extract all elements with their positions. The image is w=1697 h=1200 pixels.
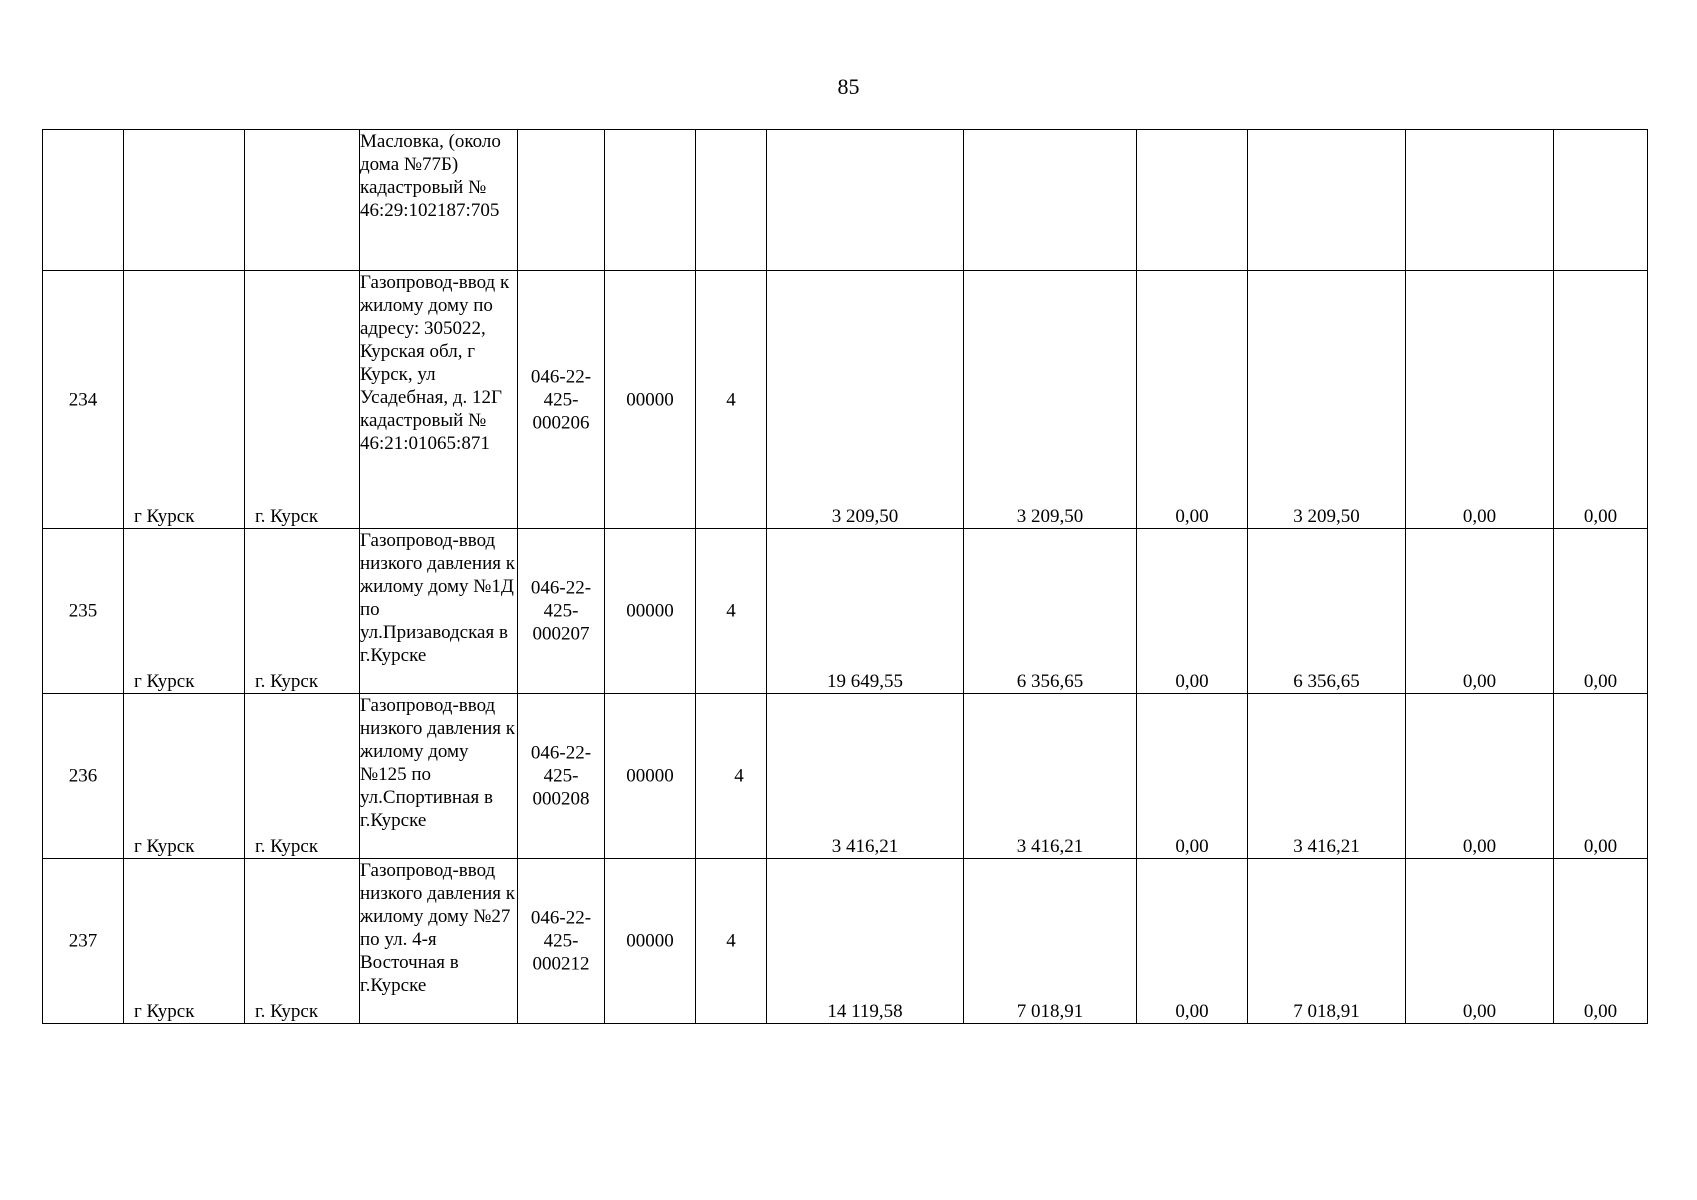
cell-value-2: 6 356,65 [964,529,1137,694]
cell-value-3: 0,00 [1137,694,1248,859]
cell-description: Газопровод-ввод низкого давления к жилому дому №27 по ул. 4-я Восточная в г.Курске [360,859,518,1024]
cell-description: Масловка, (около дома №77Б) кадастровый № 46:29:102187:705 [360,130,518,271]
cell-value-1: 19 649,55 [767,529,964,694]
cell-value-4 [1248,130,1406,271]
cell-group: 4 [696,694,767,859]
cell-value-1 [767,130,964,271]
cell-code: 00000 [605,694,696,859]
cell-value-5: 0,00 [1406,529,1554,694]
cell-value-2: 3 416,21 [964,694,1137,859]
cell-location [245,130,360,271]
cell-inventory-no: 046-22- 425- 000208 [518,694,605,859]
cell-value-2: 7 018,91 [964,859,1137,1024]
cell-inventory-no: 046-22- 425- 000212 [518,859,605,1024]
cell-description: Газопровод-ввод низкого давления к жилому дому №125 по ул.Спортивная в г.Курске [360,694,518,859]
cell-value-3 [1137,130,1248,271]
cell-value-1: 3 209,50 [767,271,964,529]
cell-value-1: 3 416,21 [767,694,964,859]
cell-location: г. Курск [245,859,360,1024]
asset-registry-table [42,129,1648,1024]
cell-value-4: 6 356,65 [1248,529,1406,694]
cell-value-5: 0,00 [1406,694,1554,859]
cell-code: 00000 [605,529,696,694]
cell-location: г. Курск [245,694,360,859]
cell-num: 236 [43,694,124,859]
cell-inventory-no: 046-22- 425- 000206 [518,271,605,529]
cell-value-5: 0,00 [1406,271,1554,529]
cell-value-6 [1554,130,1648,271]
cell-num: 235 [43,529,124,694]
cell-value-6: 0,00 [1554,859,1648,1024]
cell-value-6: 0,00 [1554,694,1648,859]
page-number: 85 [837,74,860,99]
cell-code: 00000 [605,271,696,529]
cell-description: Газопровод-ввод к жилому дому по адресу: 305022, Курская обл, г Курск, ул Усадебная, д. 12Г кадастровый № 46:21:01065:871 [360,271,518,529]
cell-num [43,130,124,271]
table-row [43,859,1648,1024]
cell-description: Газопровод-ввод низкого давления к жилому дому №1Д по ул.Призаводская в г.Курске [360,529,518,694]
cell-location: г. Курск [245,529,360,694]
cell-municipality: г Курск [124,271,245,529]
cell-group [696,130,767,271]
cell-code: 00000 [605,859,696,1024]
cell-group: 4 [696,529,767,694]
cell-value-4: 3 416,21 [1248,694,1406,859]
cell-code [605,130,696,271]
cell-municipality: г Курск [124,529,245,694]
cell-municipality: г Курск [124,694,245,859]
table-row [43,529,1648,694]
cell-value-4: 3 209,50 [1248,271,1406,529]
cell-value-5: 0,00 [1406,859,1554,1024]
cell-value-3: 0,00 [1137,529,1248,694]
table-row [43,271,1648,529]
cell-location: г. Курск [245,271,360,529]
cell-municipality [124,130,245,271]
cell-value-1: 14 119,58 [767,859,964,1024]
cell-group: 4 [696,271,767,529]
cell-num: 234 [43,271,124,529]
cell-value-4: 7 018,91 [1248,859,1406,1024]
cell-num: 237 [43,859,124,1024]
cell-value-3: 0,00 [1137,271,1248,529]
cell-group: 4 [696,859,767,1024]
table-row [43,694,1648,859]
cell-value-2 [964,130,1137,271]
cell-value-2: 3 209,50 [964,271,1137,529]
cell-value-3: 0,00 [1137,859,1248,1024]
cell-value-6: 0,00 [1554,529,1648,694]
cell-value-5 [1406,130,1554,271]
cell-value-6: 0,00 [1554,271,1648,529]
cell-municipality: г Курск [124,859,245,1024]
cell-inventory-no [518,130,605,271]
cell-inventory-no: 046-22- 425- 000207 [518,529,605,694]
table-row-continuation [43,130,1648,271]
